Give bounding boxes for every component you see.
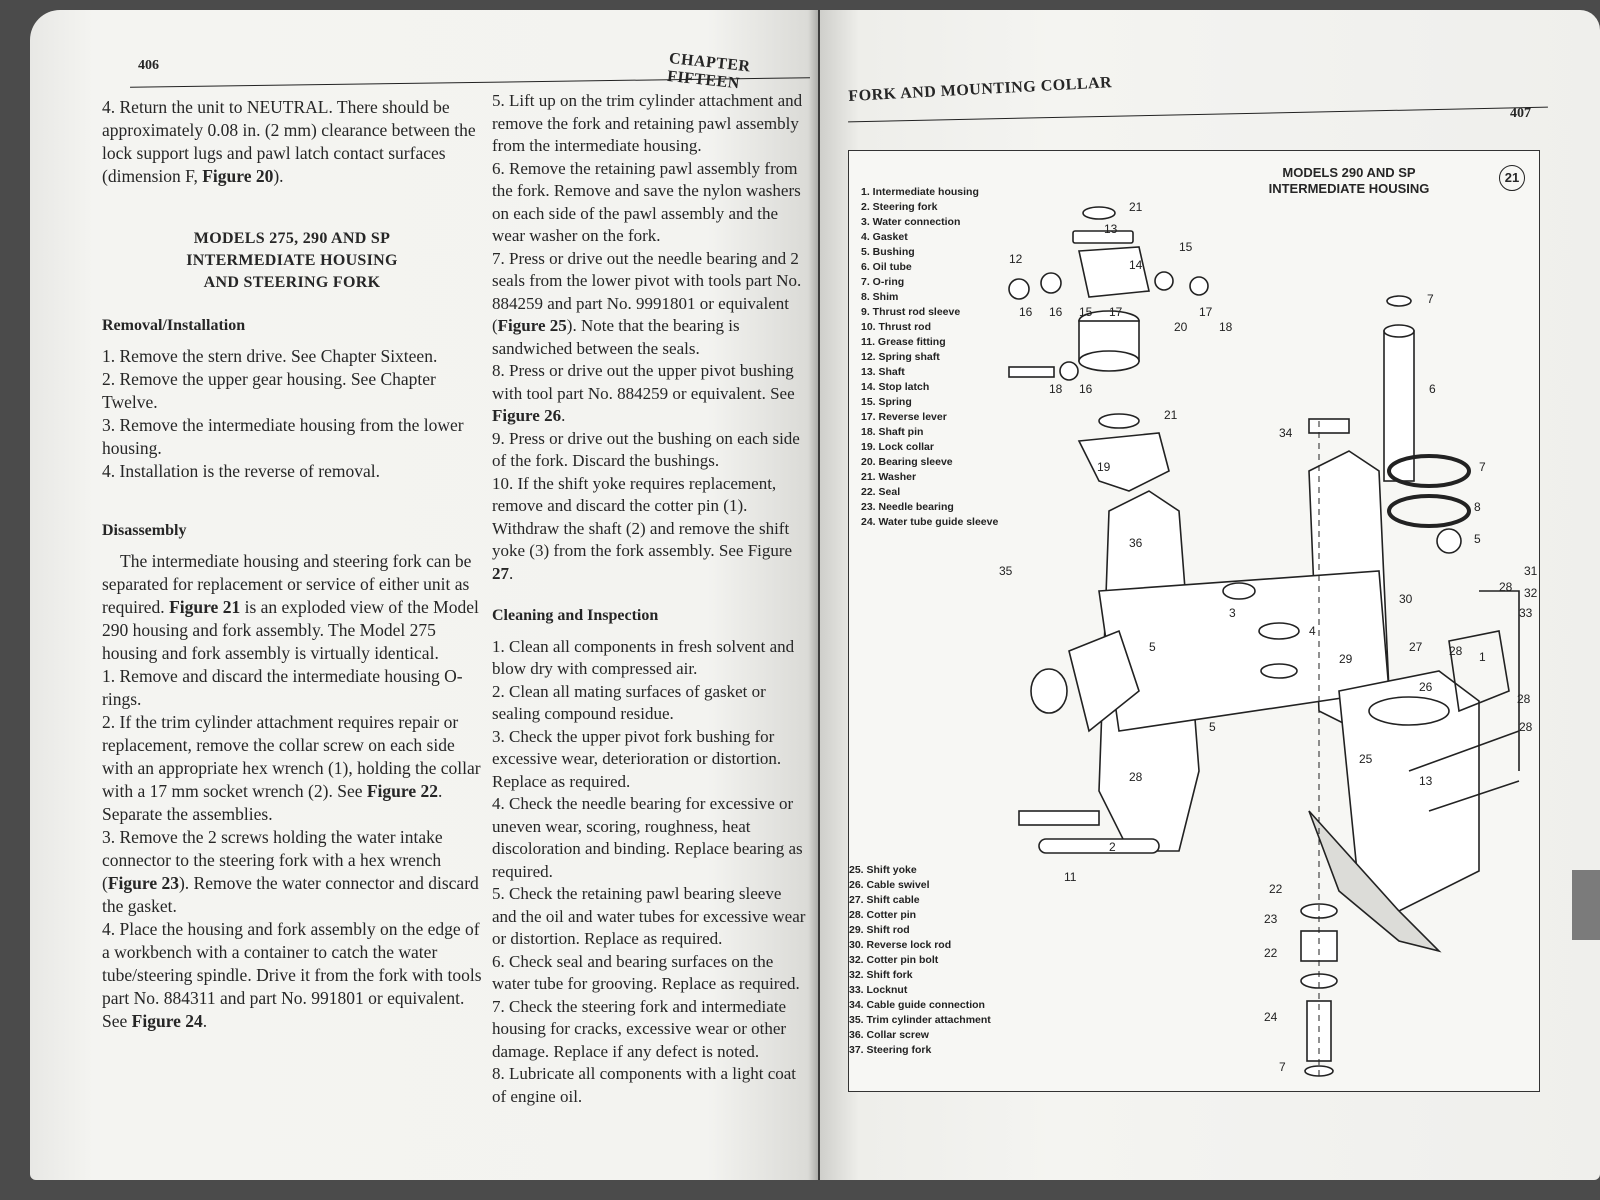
legend-item: 28. Cotter pin bbox=[849, 909, 917, 921]
disassembly-step-5: 5. Lift up on the trim cylinder attachment and remove the fork and retaining pawl assembly from the intermediate housing. bbox=[492, 91, 803, 155]
section-header: FORK AND MOUNTING COLLAR bbox=[848, 74, 1113, 105]
legend-item: 26. Cable swivel bbox=[849, 879, 930, 891]
legend-item: 3. Water connection bbox=[861, 216, 961, 228]
disassembly-step-1: 1. Remove and discard the intermediate housing O-rings. bbox=[102, 666, 463, 709]
callout-number: 34 bbox=[1279, 426, 1293, 440]
step-10-text: 10. If the shift yoke requires replacement, remove and discard the cotter pin (1). Withdraw the shaft (2) and remove the shift yoke (3) from the fork assembly. See Figure bbox=[492, 473, 793, 560]
legend-item: 21. Washer bbox=[861, 471, 917, 483]
legend-item: 20. Bearing sleeve bbox=[861, 456, 953, 468]
callout-number: 13 bbox=[1419, 774, 1433, 788]
callout-number: 30 bbox=[1399, 592, 1413, 606]
bearing-sleeve-bottom bbox=[1079, 351, 1139, 371]
bracket-part bbox=[1079, 247, 1149, 297]
left-page bbox=[30, 10, 818, 1180]
spring-part bbox=[1155, 272, 1173, 290]
callout-number: 21 bbox=[1164, 408, 1178, 422]
callout-number: 28 bbox=[1519, 720, 1533, 734]
figure-title-line-1: MODELS 290 AND SP bbox=[1282, 165, 1416, 180]
callout-number: 13 bbox=[1104, 222, 1118, 236]
legend-item: 19. Lock collar bbox=[861, 441, 934, 453]
figure-number-badge: 21 bbox=[1499, 165, 1525, 191]
callout-number: 28 bbox=[1499, 580, 1513, 594]
legend-item: 34. Cable guide connection bbox=[849, 999, 985, 1011]
callout-number: 27 bbox=[1409, 640, 1423, 654]
callout-number: 18 bbox=[1219, 320, 1233, 334]
shift-yoke-part bbox=[1019, 811, 1099, 825]
gear-part bbox=[1031, 669, 1067, 713]
disassembly-step-10 bbox=[492, 473, 810, 586]
callout-number: 36 bbox=[1129, 536, 1143, 550]
callout-number: 31 bbox=[1524, 564, 1538, 578]
legend-item: 7. O-ring bbox=[861, 276, 905, 288]
callout-number: 11 bbox=[1064, 870, 1077, 884]
callout-number: 16 bbox=[1019, 305, 1033, 319]
callout-number: 33 bbox=[1519, 606, 1533, 620]
left-page-number: 406 bbox=[138, 58, 159, 73]
legend-item: 5. Bushing bbox=[861, 246, 915, 258]
callout-number: 12 bbox=[1009, 252, 1023, 266]
step-2-end: . Separate the assemblies. bbox=[102, 781, 443, 824]
legend-item: 6. Oil tube bbox=[861, 261, 912, 273]
callout-number: 22 bbox=[1264, 946, 1278, 960]
legend-item: 4. Gasket bbox=[861, 231, 908, 243]
shaft-part bbox=[1039, 839, 1159, 853]
o-ring-large bbox=[1389, 496, 1469, 526]
figure-21-box bbox=[848, 150, 1540, 1092]
disassembly-step-7 bbox=[492, 248, 810, 361]
callout-number: 6 bbox=[1429, 382, 1436, 396]
disassembly-step-4 bbox=[102, 918, 482, 1033]
legend-item: 32. Shift fork bbox=[849, 969, 913, 981]
shift-fork bbox=[1449, 631, 1509, 711]
chapter-header: CHAPTER FIFTEEN bbox=[666, 50, 752, 93]
step-8-text: 8. Press or drive out the upper pivot bushing with tool part No. 884259 or equivalent. See bbox=[492, 361, 795, 403]
intro-text: 4. Return the unit to NEUTRAL. There should be approximately 0.08 in. (2 mm) clearance between the lock support lugs and pawl latch contact surfaces (dimension F, bbox=[102, 97, 476, 186]
spring-part bbox=[1190, 277, 1208, 295]
cleaning-heading: Cleaning and Inspection bbox=[492, 607, 659, 624]
callout-number: 29 bbox=[1339, 652, 1353, 666]
callout-number: 16 bbox=[1079, 382, 1093, 396]
heading-line-3: AND STEERING FORK bbox=[203, 274, 381, 291]
legend-item: 30. Reverse lock rod bbox=[849, 939, 952, 951]
right-page-number: 407 bbox=[1510, 106, 1531, 121]
legend-item: 35. Trim cylinder attachment bbox=[849, 1014, 991, 1026]
callout-number: 32 bbox=[1524, 586, 1538, 600]
collar-screw-part bbox=[1223, 583, 1255, 599]
step-7-end: ). Note that the bearing is sandwiched between the seals. bbox=[492, 316, 740, 358]
callout-number: 23 bbox=[1264, 912, 1278, 926]
cleaning-step-7: 7. Check the steering fork and intermediate housing for cracks, excessive wear or other damage. Replace if any defect is noted. bbox=[492, 996, 787, 1061]
section-heading bbox=[102, 228, 482, 294]
housing-bore bbox=[1369, 697, 1449, 725]
figure-ref: Figure 21 bbox=[169, 597, 241, 617]
legend-item: 32. Cotter pin bolt bbox=[849, 954, 939, 966]
callout-number: 22 bbox=[1269, 882, 1283, 896]
callout-number: 5 bbox=[1474, 532, 1481, 546]
legend-item: 33. Locknut bbox=[849, 984, 908, 996]
figure-ref: 27 bbox=[492, 563, 509, 583]
callout-number: 18 bbox=[1049, 382, 1063, 396]
legend-item: 27. Shift cable bbox=[849, 894, 920, 906]
spring-part bbox=[1060, 362, 1078, 380]
step-10-end: . bbox=[509, 563, 514, 583]
figure-ref: Figure 25 bbox=[497, 316, 567, 335]
right-header-rule bbox=[848, 107, 1548, 123]
cleaning-step-8: 8. Lubricate all components with a light coat of engine oil. bbox=[492, 1064, 797, 1106]
callout-number: 16 bbox=[1049, 305, 1063, 319]
cable-guide-part bbox=[1309, 419, 1349, 433]
callout-number: 1 bbox=[1479, 650, 1486, 664]
step-8-end: . bbox=[561, 406, 566, 425]
cleaning-step-4: 4. Check the needle bearing for excessive or uneven wear, scoring, roughness, heat discoloration and binding. Replace bearing as required. bbox=[492, 794, 803, 881]
left-column-1 bbox=[102, 96, 482, 1033]
oil-tube-top bbox=[1384, 325, 1414, 337]
legend-top bbox=[861, 185, 998, 530]
lever-part bbox=[1009, 279, 1029, 299]
shaft-pin-part bbox=[1009, 367, 1054, 377]
figure-ref: Figure 26 bbox=[492, 406, 562, 425]
callout-number: 19 bbox=[1097, 460, 1111, 474]
legend-bottom bbox=[849, 863, 991, 1058]
removal-heading: Removal/Installation bbox=[102, 317, 246, 334]
legend-item: 29. Shift rod bbox=[849, 924, 910, 936]
step-3-end: ). Remove the water connector and discard the gasket. bbox=[102, 873, 479, 916]
disassembly-step-6: 6. Remove the retaining pawl assembly from the fork. Remove and save the nylon washers on each side of the pawl assembly and the wear washer on the fork. bbox=[492, 158, 801, 245]
legend-item: 25. Shift yoke bbox=[849, 864, 917, 876]
lever-part bbox=[1041, 273, 1061, 293]
exploded-view-diagram bbox=[979, 171, 1539, 1081]
cleaning-step-2: 2. Clean all mating surfaces of gasket or sealing compound residue. bbox=[492, 681, 766, 723]
removal-step-1: 1. Remove the stern drive. See Chapter Sixteen. bbox=[102, 346, 438, 366]
spacer bbox=[102, 483, 482, 505]
step-2-text: 2. If the trim cylinder attachment requires repair or replacement, remove the collar screw on each side with an appropriate hex wrench (1), holding the collar with a 17 mm socket wrench (2). See bbox=[102, 712, 481, 801]
intro-end: ). bbox=[273, 166, 284, 186]
callout-number: 8 bbox=[1474, 500, 1481, 514]
legend-item: 11. Grease fitting bbox=[861, 336, 946, 348]
callout-number: 24 bbox=[1264, 1010, 1278, 1024]
legend-item: 14. Stop latch bbox=[861, 381, 930, 393]
right-page bbox=[820, 10, 1600, 1180]
callout-number: 2 bbox=[1109, 840, 1116, 854]
step-4-text: 4. Place the housing and fork assembly on the edge of a workbench with a container to catch the water tube/steering spindle. Drive it from the fork with tools part No. 884311 and part No. 991801 or equivalent. See bbox=[102, 919, 482, 1031]
callout-number: 26 bbox=[1419, 680, 1433, 694]
legend-item: 8. Shim bbox=[861, 291, 899, 303]
legend-item: 18. Shaft pin bbox=[861, 426, 924, 438]
left-column-2 bbox=[492, 90, 810, 1108]
legend-item: 2. Steering fork bbox=[861, 201, 938, 213]
legend-item: 22. Seal bbox=[861, 486, 901, 498]
disassembly-intro bbox=[102, 550, 482, 665]
callout-number: 7 bbox=[1479, 460, 1486, 474]
heading-line-1: MODELS 275, 290 AND SP bbox=[193, 230, 391, 247]
disassembly-intro-text: The intermediate housing and steering fork can be separated for replacement or service of either unit as required. bbox=[102, 551, 472, 617]
cleaning-step-3: 3. Check the upper pivot fork bushing for excessive wear, deterioration or distortion. Replace as required. bbox=[492, 726, 782, 791]
step-7-text: 7. Press or drive out the needle bearing and 2 seals from the lower pivot with tools part No. 884259 and part No. 9991801 or equivalent ( bbox=[492, 248, 802, 335]
callout-number: 35 bbox=[999, 564, 1013, 578]
callout-number: 3 bbox=[1229, 606, 1236, 620]
callout-number: 28 bbox=[1517, 692, 1531, 706]
heading-line-2: INTERMEDIATE HOUSING bbox=[186, 252, 398, 269]
legend-item: 15. Spring bbox=[861, 396, 912, 408]
intro-paragraph bbox=[102, 96, 482, 188]
legend-item: 13. Shaft bbox=[861, 366, 905, 378]
removal-step-3: 3. Remove the intermediate housing from the lower housing. bbox=[102, 415, 464, 458]
legend-item: 36. Collar screw bbox=[849, 1029, 929, 1041]
step-4-end: . bbox=[202, 1011, 208, 1031]
cleaning-step-6: 6. Check seal and bearing surfaces on the water tube for grooving. Replace as required. bbox=[492, 951, 800, 993]
bushing-part bbox=[1437, 529, 1461, 553]
legend-item: 23. Needle bearing bbox=[861, 501, 954, 513]
lock-collar-part bbox=[1079, 433, 1169, 491]
callout-number: 15 bbox=[1079, 305, 1093, 319]
legend-item: 37. Steering fork bbox=[849, 1044, 932, 1056]
callout-number: 28 bbox=[1129, 770, 1143, 784]
step-3-text: 3. Remove the 2 screws holding the water intake connector to the steering fork with a hex wrench ( bbox=[102, 827, 443, 893]
legend-item: 10. Thrust rod bbox=[861, 321, 932, 333]
disassembly-step-9: 9. Press or drive out the bushing on each side of the fork. Discard the bushings. bbox=[492, 428, 800, 470]
cleaning-step-5: 5. Check the retaining pawl bearing sleeve and the oil and water tubes for excessive wear or distortion. Replace as required. bbox=[492, 884, 806, 948]
figure-ref: Figure 20 bbox=[202, 166, 274, 186]
callout-number: 5 bbox=[1149, 640, 1156, 654]
cleaning-step-1: 1. Clean all components in fresh solvent and blow dry with compressed air. bbox=[492, 636, 795, 678]
callout-number: 15 bbox=[1179, 240, 1193, 254]
thumb-tab bbox=[1572, 870, 1600, 940]
disassembly-step-2 bbox=[102, 711, 482, 826]
needle-bearing-part bbox=[1301, 931, 1337, 961]
gasket-part bbox=[1259, 623, 1299, 639]
stop-latch-part bbox=[1073, 231, 1133, 243]
figure-ref: Figure 23 bbox=[107, 873, 179, 893]
callout-number: 5 bbox=[1209, 720, 1216, 734]
callout-number: 14 bbox=[1129, 258, 1143, 272]
bushing-part bbox=[1261, 664, 1297, 678]
callout-number: 7 bbox=[1279, 1060, 1286, 1074]
callout-number: 17 bbox=[1109, 305, 1123, 319]
disassembly-step-8 bbox=[492, 360, 810, 428]
figure-ref: Figure 24 bbox=[131, 1011, 203, 1031]
figure-ref: Figure 22 bbox=[366, 781, 438, 801]
callout-number: 25 bbox=[1359, 752, 1373, 766]
callout-number: 7 bbox=[1427, 292, 1434, 306]
removal-step-2: 2. Remove the upper gear housing. See Chapter Twelve. bbox=[102, 369, 436, 412]
disassembly-intro-end: is an exploded view of the Model 290 housing and fork assembly. The Model 275 housing and fork assembly is virtually identical. bbox=[102, 597, 479, 663]
callout-number: 4 bbox=[1309, 624, 1316, 638]
callout-number: 17 bbox=[1199, 305, 1213, 319]
disassembly-step-3 bbox=[102, 826, 482, 918]
legend-item: 24. Water tube guide sleeve bbox=[861, 516, 999, 528]
o-ring-part bbox=[1387, 296, 1411, 306]
disassembly-heading: Disassembly bbox=[102, 522, 187, 539]
callout-number: 21 bbox=[1129, 200, 1143, 214]
legend-item: 17. Reverse lever bbox=[861, 411, 947, 423]
legend-item: 9. Thrust rod sleeve bbox=[861, 306, 961, 318]
callout-number: 28 bbox=[1449, 644, 1463, 658]
removal-step-4: 4. Installation is the reverse of removal. bbox=[102, 461, 380, 481]
legend-item: 12. Spring shaft bbox=[861, 351, 940, 363]
washer-part bbox=[1099, 414, 1139, 428]
figure-title-line-2: INTERMEDIATE HOUSING bbox=[1268, 181, 1430, 196]
callout-number: 20 bbox=[1174, 320, 1188, 334]
washer-part bbox=[1083, 207, 1115, 219]
legend-item: 1. Intermediate housing bbox=[861, 186, 979, 198]
